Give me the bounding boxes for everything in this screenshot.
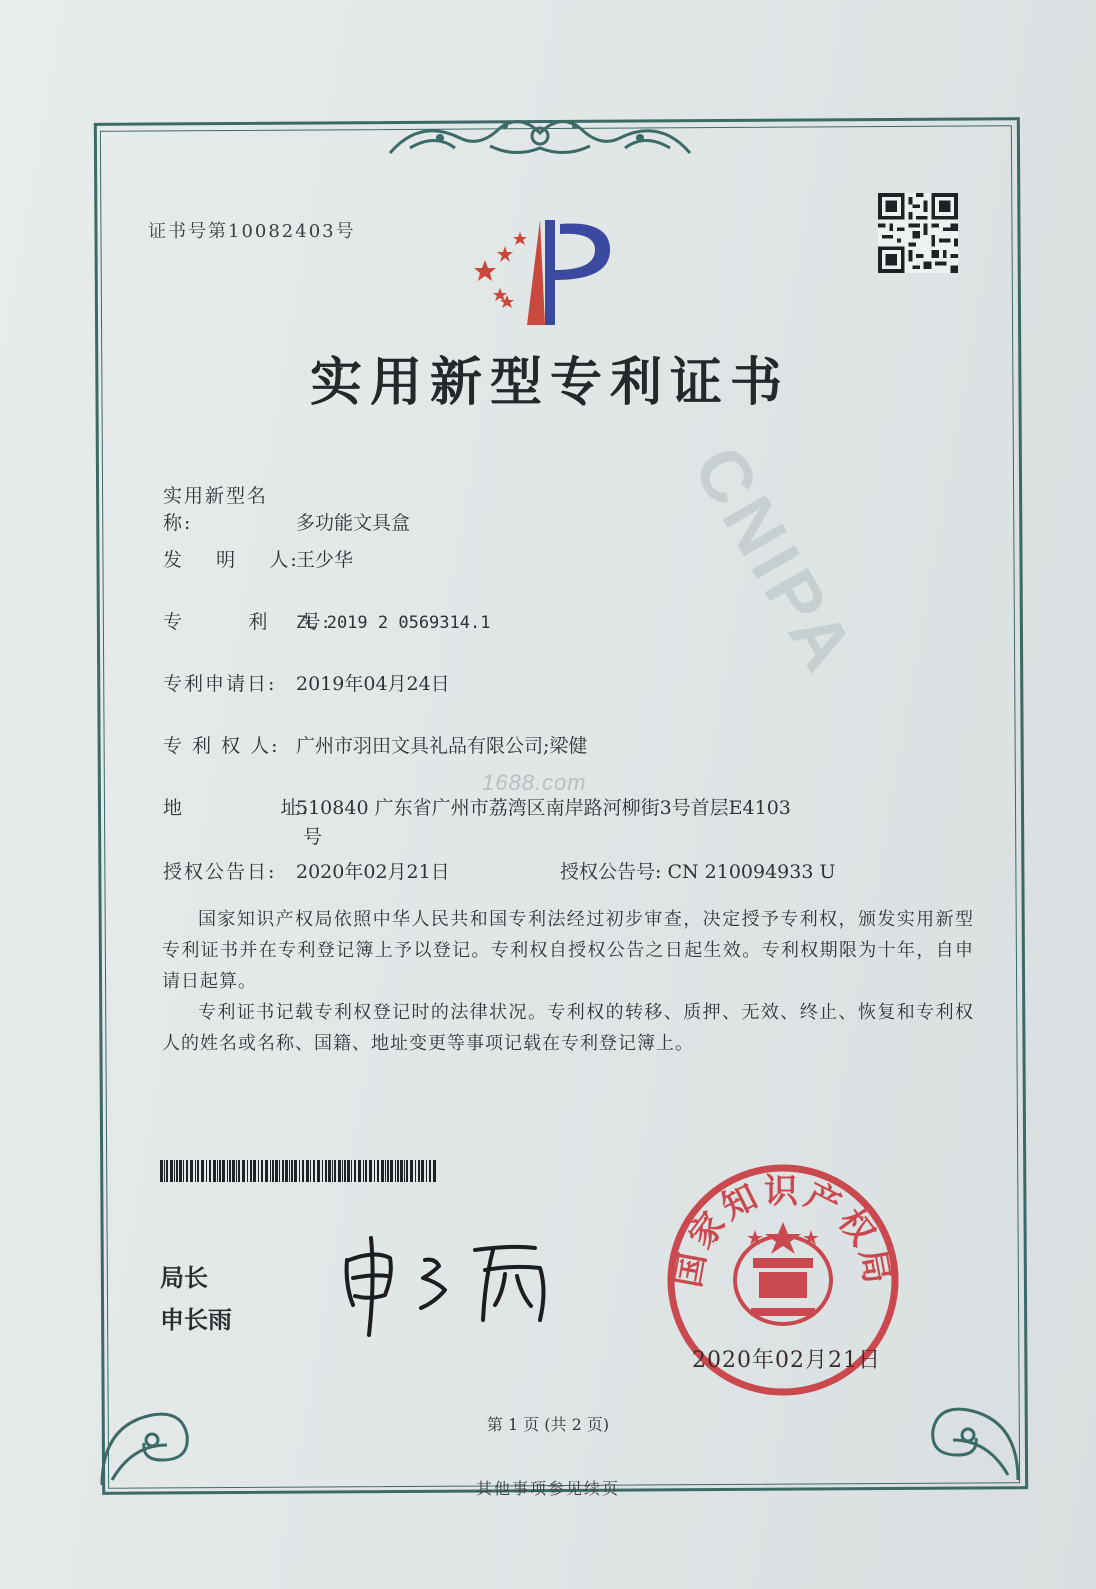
barcode-bar <box>369 1160 372 1182</box>
barcode-bar <box>363 1160 364 1182</box>
seal-text: 国家知识产权局 <box>668 1171 898 1291</box>
barcode-bar <box>404 1160 405 1182</box>
barcode-bar <box>322 1160 323 1182</box>
barcode-bar <box>385 1160 386 1182</box>
barcode-bar <box>377 1160 379 1182</box>
field-value: 2020年02月21日 <box>296 861 450 883</box>
barcode-bar <box>354 1160 356 1182</box>
barcode-bar <box>400 1160 403 1182</box>
field-value: ZL 2019 2 0569314.1 <box>296 613 491 633</box>
barcode-bar <box>289 1160 290 1182</box>
barcode-bar <box>229 1160 231 1182</box>
barcode-bar <box>174 1160 175 1182</box>
handwritten-signature <box>335 1230 575 1340</box>
barcode-bar <box>270 1160 271 1182</box>
barcode-bar <box>213 1160 216 1182</box>
field-utility-model-name <box>163 481 410 535</box>
field-value: 510840 广东省广州市荔湾区南岸路河柳街3号首层E4103 <box>296 797 791 819</box>
barcode-bar <box>342 1160 343 1182</box>
barcode-bar <box>166 1160 168 1182</box>
barcode-bar <box>222 1160 225 1182</box>
barcode-bar <box>197 1160 199 1182</box>
cnipa-watermark: CNIPA <box>677 433 872 689</box>
field-label: 发 明 人: <box>163 549 299 571</box>
barcode-bar <box>209 1160 211 1182</box>
barcode-bar <box>338 1160 341 1182</box>
barcode-bar <box>415 1160 416 1182</box>
director-name: 申长雨 <box>160 1306 232 1334</box>
field-grant-number <box>560 857 836 884</box>
barcode-bar <box>406 1160 408 1182</box>
barcode-bar <box>313 1160 315 1182</box>
barcode-bar <box>265 1160 268 1182</box>
field-address <box>163 793 791 820</box>
barcode-bar <box>160 1160 163 1182</box>
barcode-bar <box>294 1160 297 1182</box>
barcode-bar <box>317 1160 320 1182</box>
barcode <box>160 1160 440 1182</box>
field-label: 授权公告号: <box>560 861 662 883</box>
bottom-right-ornament <box>918 1380 1028 1490</box>
barcode-bar <box>261 1160 263 1182</box>
field-value: 广州市羽田文具礼品有限公司;梁健 <box>296 735 588 757</box>
barcode-bar <box>253 1160 256 1182</box>
barcode-bar <box>397 1160 399 1182</box>
field-patentee <box>163 731 587 758</box>
barcode-bar <box>332 1160 333 1182</box>
certificate-body <box>162 904 974 1059</box>
barcode-bar <box>306 1160 309 1182</box>
qr-code <box>878 193 958 273</box>
watermark-1688: 1688.com <box>482 770 587 795</box>
field-application-date <box>163 669 450 696</box>
barcode-bar <box>183 1160 184 1182</box>
field-label: 地 址: <box>163 797 310 819</box>
barcode-bar <box>164 1160 165 1182</box>
barcode-bar <box>334 1160 336 1182</box>
barcode-bar <box>238 1160 240 1182</box>
barcode-bar <box>242 1160 245 1182</box>
barcode-bar <box>395 1160 396 1182</box>
barcode-bar <box>195 1160 196 1182</box>
barcode-bar <box>418 1160 420 1182</box>
body-paragraph-2: 专利证书记载专利权登记时的法律状况。专利权的转移、质押、无效、终止、恢复和专利权人的姓名或名称、国籍、地址变更等事项记载在专利登记簿上。 <box>162 1002 974 1054</box>
barcode-bar <box>374 1160 375 1182</box>
barcode-bar <box>279 1160 280 1182</box>
barcode-bar <box>351 1160 352 1182</box>
barcode-bar <box>275 1160 278 1182</box>
barcode-bar <box>325 1160 327 1182</box>
barcode-bar <box>217 1160 218 1182</box>
field-label: 专 利 权 人: <box>163 735 280 757</box>
field-value: 王少华 <box>296 549 354 571</box>
barcode-bar <box>176 1160 178 1182</box>
barcode-bar <box>302 1160 304 1182</box>
barcode-bar <box>206 1160 207 1182</box>
barcode-bar <box>250 1160 252 1182</box>
barcode-bar <box>232 1160 235 1182</box>
field-label: 实用新型名称: <box>163 485 269 534</box>
field-value: 2019年04月24日 <box>296 673 450 695</box>
barcode-bar <box>358 1160 361 1182</box>
field-value: CN 210094933 U <box>667 861 836 883</box>
certificate-title: 实用新型专利证书 <box>309 353 790 413</box>
barcode-bar <box>328 1160 331 1182</box>
barcode-bar <box>421 1160 424 1182</box>
barcode-bar <box>387 1160 389 1182</box>
director-title: 局长 <box>160 1264 208 1292</box>
barcode-bar <box>310 1160 311 1182</box>
field-label: 授权公告日: <box>163 861 277 883</box>
barcode-bar <box>433 1160 436 1182</box>
barcode-bar <box>247 1160 248 1182</box>
barcode-bar <box>426 1160 427 1182</box>
barcode-bar <box>186 1160 188 1182</box>
barcode-bar <box>344 1160 346 1182</box>
field-address-continued: 号 <box>303 826 323 848</box>
barcode-bar <box>365 1160 367 1182</box>
barcode-bar <box>410 1160 413 1182</box>
barcode-bar <box>219 1160 221 1182</box>
barcode-bar <box>282 1160 284 1182</box>
field-label: 专利申请日: <box>163 673 277 695</box>
barcode-bar <box>227 1160 228 1182</box>
cnipa-logo <box>465 210 625 330</box>
barcode-bar <box>381 1160 384 1182</box>
barcode-bar <box>390 1160 393 1182</box>
barcode-bar <box>179 1160 182 1182</box>
field-patent-number <box>163 607 490 634</box>
barcode-bar <box>291 1160 293 1182</box>
barcode-bar <box>201 1160 204 1182</box>
field-value: 多功能文具盒 <box>296 512 411 534</box>
barcode-bar <box>299 1160 300 1182</box>
barcode-bar <box>236 1160 237 1182</box>
certificate-number: 证书号第10082403号 <box>148 221 356 242</box>
body-paragraph-1: 国家知识产权局依照中华人民共和国专利法经过初步审查，决定授予专利权，颁发实用新型专利证书并在专利登记簿上予以登记。专利权自授权公告之日起生效。专利权期限为十年，自申请日起算。 <box>162 909 974 992</box>
barcode-bar <box>190 1160 193 1182</box>
barcode-bar <box>272 1160 274 1182</box>
barcode-bar <box>258 1160 259 1182</box>
page-indicator: 第 1 页 (共 2 页) <box>486 1415 610 1434</box>
barcode-bar <box>429 1160 431 1182</box>
field-label: 专 利 号: <box>163 611 331 633</box>
barcode-bar <box>170 1160 173 1182</box>
footer-note: 其他事项参见续页 <box>475 1479 620 1498</box>
barcode-bar <box>285 1160 288 1182</box>
field-inventor <box>163 545 353 572</box>
barcode-bar <box>347 1160 350 1182</box>
field-grant-date <box>163 857 450 884</box>
seal-date: 2020年02月21日 <box>692 1348 881 1373</box>
top-ornament <box>380 108 700 168</box>
